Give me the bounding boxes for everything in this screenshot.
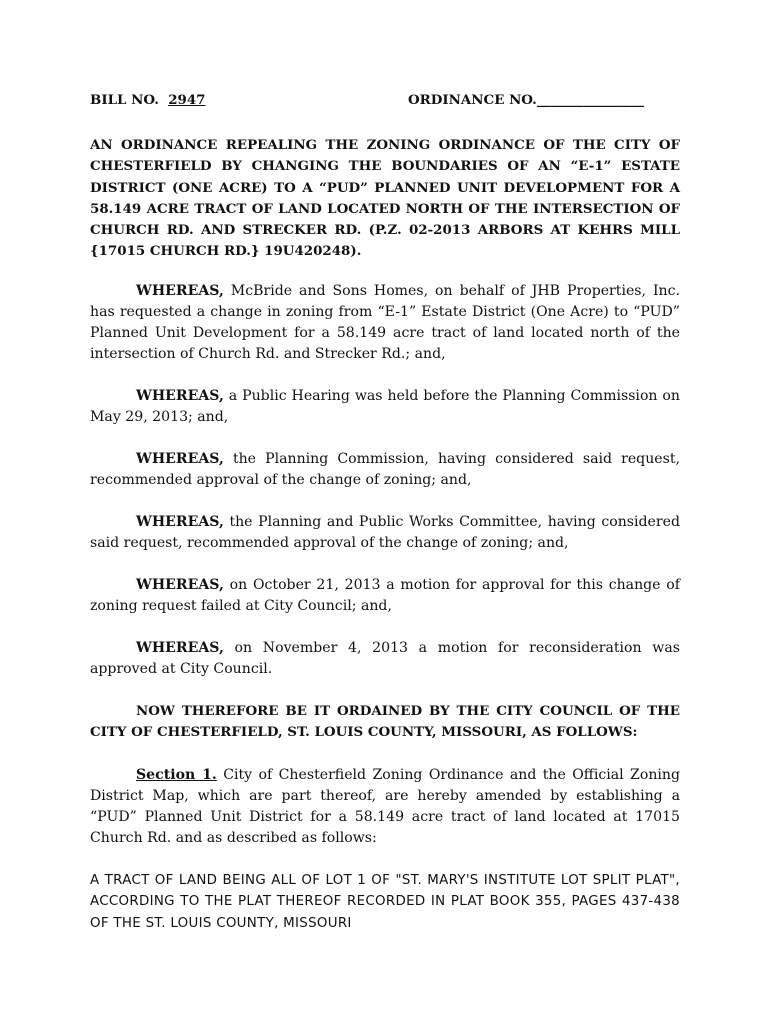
section-1-paragraph [90,765,680,849]
whereas-label: WHEREAS, [136,513,224,530]
document-header [90,92,680,112]
bill-label: BILL NO. [90,92,159,108]
bill-number-field [90,92,205,108]
section-1-text: City of Chesterfield Zoning Ordinance and the Official Zoning District Map, which are part thereof, are hereby amended by establishing a “PUD” Planned Unit District for a 58.149 acre tract of land located at 17015 Church Rd. and as described as follows: [90,766,681,846]
whereas-paragraph [90,386,680,428]
whereas-paragraph [90,512,680,554]
whereas-text: the Planning Commission, having considered said request, recommended approval of the change of zoning; and, [90,450,680,488]
whereas-paragraph [90,281,680,365]
whereas-text: on October 21, 2013 a motion for approval for this change of zoning request failed at City Council; and, [90,576,680,614]
document-page [90,92,680,934]
ordinance-number-field: ORDINANCE NO.________________ [408,92,644,108]
bill-number: 2947 [168,92,206,108]
legal-description: A TRACT OF LAND BEING ALL OF LOT 1 OF "ST. MARY'S INSTITUTE LOT SPLIT PLAT", ACCORDING TO THE PLAT THEREOF RECORDED IN PLAT BOOK 355, PAGES 437-438 OF THE ST. LOUIS COUNTY, MISSOURI [90,872,680,931]
whereas-label: WHEREAS, [136,387,224,404]
whereas-paragraph [90,638,680,680]
enacting-clause: NOW THEREFORE BE IT ORDAINED BY THE CITY COUNCIL OF THE CITY OF CHESTERFIELD, ST. LOUIS COUNTY, MISSOURI, AS FOLLOWS: [90,702,680,741]
whereas-text: a Public Hearing was held before the Planning Commission on May 29, 2013; and, [90,387,680,425]
whereas-text: the Planning and Public Works Committee, having considered said request, recommended approval of the change of zoning; and, [90,513,680,551]
whereas-text: McBride and Sons Homes, on behalf of JHB Properties, Inc. has requested a change in zoning from “E-1” Estate District (One Acre) to “PUD” Planned Unit Development for a 58.149 acre tract of land located north of the intersection of Church Rd. and Strecker Rd.; and, [90,282,680,362]
section-1-label: Section 1. [136,766,217,783]
ordinance-title: AN ORDINANCE REPEALING THE ZONING ORDINANCE OF THE CITY OF CHESTERFIELD BY CHANGING THE BOUNDARIES OF AN “E-1” ESTATE DISTRICT (ONE ACRE) TO A “PUD” PLANNED UNIT DEVELOPMENT FOR A 58.149 ACRE TRACT OF LAND LOCATED NORTH OF THE INTERSECTION OF CHURCH RD. AND STRECKER RD. (P.Z. 02-2013 ARBORS AT KEHRS MILL {17015 CHURCH RD.} 19U420248). [90,137,680,260]
whereas-paragraph [90,575,680,617]
whereas-paragraph [90,449,680,491]
whereas-label: WHEREAS, [136,282,224,299]
whereas-label: WHEREAS, [136,450,224,467]
whereas-label: WHEREAS, [136,576,224,593]
whereas-label: WHEREAS, [136,639,224,656]
whereas-text: on November 4, 2013 a motion for reconsideration was approved at City Council. [90,639,680,677]
